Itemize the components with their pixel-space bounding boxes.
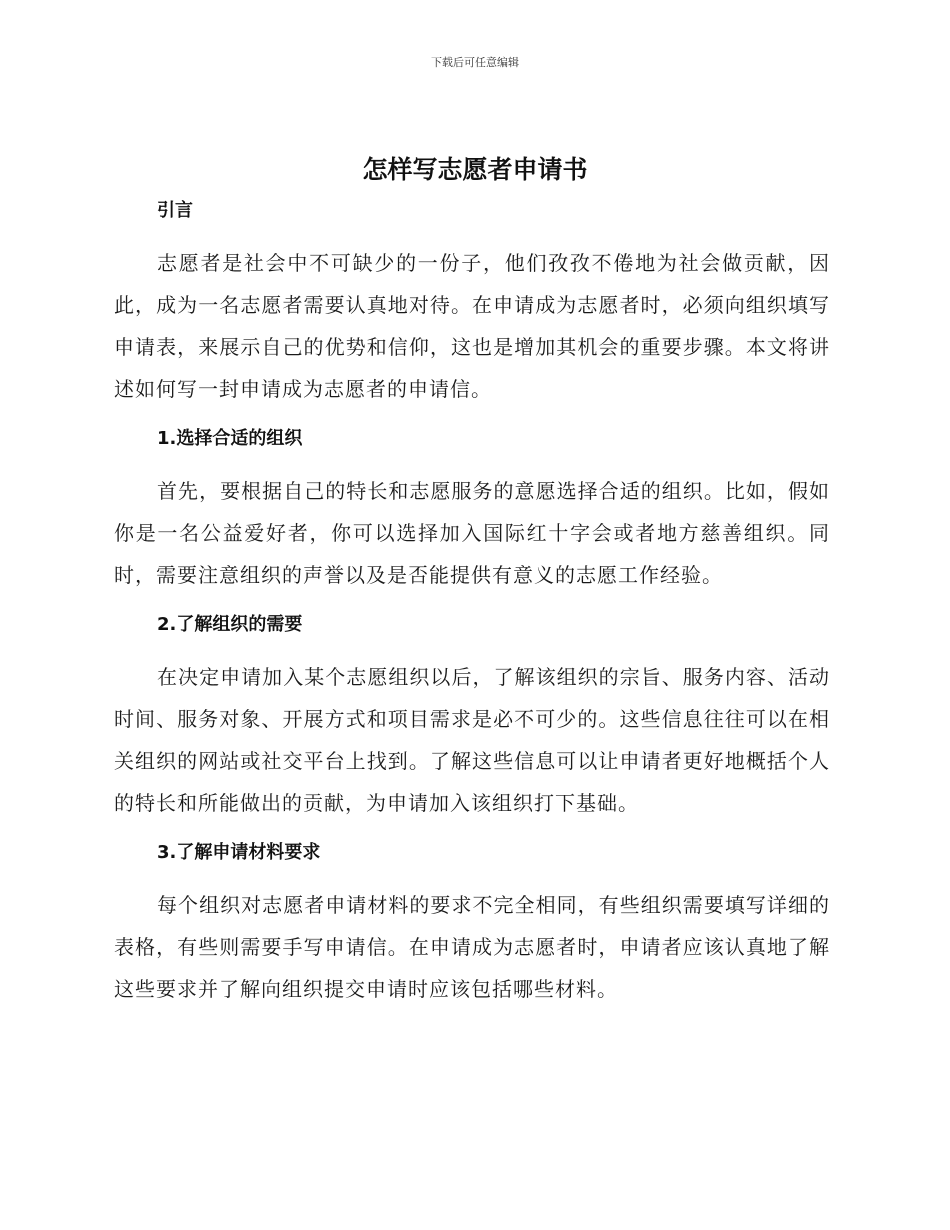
section-heading: 1.选择合适的组织 — [157, 428, 303, 449]
document-title: 怎样写志愿者申请书 — [362, 155, 588, 184]
document-body — [114, 196, 830, 1010]
section-paragraph: 在决定申请加入某个志愿组织以后，了解该组织的宗旨、服务内容、活动时间、服务对象、开展方式和项目需求是必不可少的。这些信息往往可以在相关组织的网站或社交平台上找到。了解这些信息可以让申请者更好地概括个人的特长和所能做出的贡献，为申请加入该组织打下基础。 — [114, 665, 830, 815]
page-header-note: 下载后可任意编辑 — [431, 56, 519, 69]
intro-heading: 引言 — [157, 200, 193, 221]
section-paragraph: 首先，要根据自己的特长和志愿服务的意愿选择合适的组织。比如，假如你是一名公益爱好者，你可以选择加入国际红十字会或者地方慈善组织。同时，需要注意组织的声誉以及是否能提供有意义的志愿工作经验。 — [114, 479, 830, 587]
section-heading: 3.了解申请材料要求 — [157, 842, 321, 863]
intro-paragraph: 志愿者是社会中不可缺少的一份子，他们孜孜不倦地为社会做贡献，因此，成为一名志愿者需要认真地对待。在申请成为志愿者时，必须向组织填写申请表，来展示自己的优势和信仰，这也是增加其机会的重要步骤。本文将讲述如何写一封申请成为志愿者的申请信。 — [114, 251, 830, 401]
section-paragraph: 每个组织对志愿者申请材料的要求不完全相同，有些组织需要填写详细的表格，有些则需要手写申请信。在申请成为志愿者时，申请者应该认真地了解这些要求并了解向组织提交申请时应该包括哪些材料。 — [114, 893, 830, 1001]
section-heading: 2.了解组织的需要 — [157, 614, 303, 635]
